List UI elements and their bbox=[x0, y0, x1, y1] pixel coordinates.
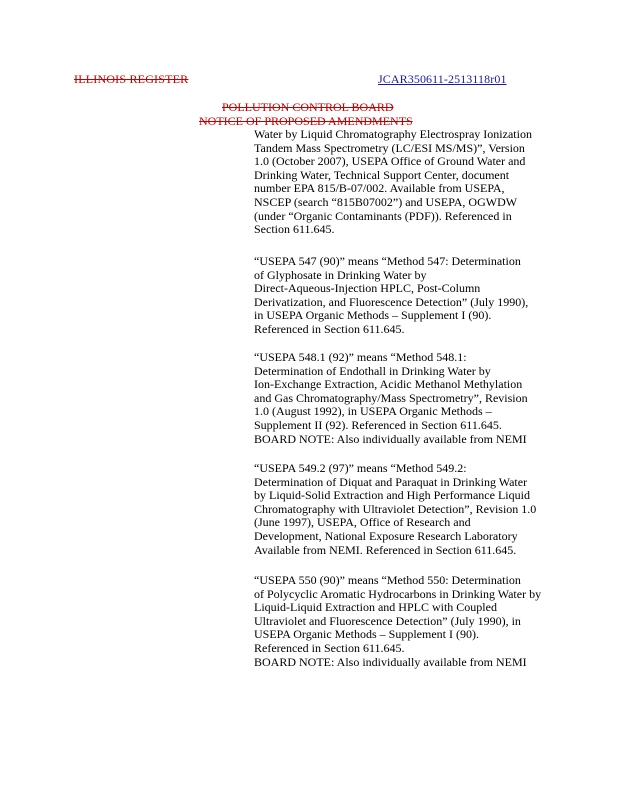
text-line: NSCEP (search “815B07002”) and USEPA, OGWDW bbox=[254, 194, 518, 209]
text-line: USEPA Organic Methods – Supplement I (90). bbox=[254, 627, 479, 642]
board-note: BOARD NOTE: Also individually available from NEMI bbox=[254, 654, 527, 669]
text-line: “USEPA 547 (90)” means “Method 547: Determination bbox=[254, 254, 521, 268]
text-line: Chromatography with Ultraviolet Detection”, Revision 1.0 bbox=[254, 501, 537, 516]
text-line: Direct-Aqueous-Injection HPLC, Post-Column bbox=[254, 281, 481, 296]
text-line: Ultraviolet and Fluorescence Detection” (July 1990), in bbox=[254, 613, 521, 628]
text-line: Determination of Endothall in Drinking Water by bbox=[254, 363, 491, 378]
text-line: number EPA 815/B-07/002. Available from USEPA, bbox=[254, 181, 505, 196]
notice-title: NOTICE OF PROPOSED AMENDMENTS bbox=[199, 114, 413, 128]
text-line: by Liquid-Solid Extraction and High Performance Liquid bbox=[254, 488, 530, 503]
text-line: (June 1997), USEPA, Office of Research and bbox=[254, 515, 471, 530]
text-line: Available from NEMI. Referenced in Section 611.645. bbox=[254, 542, 517, 557]
text-line: Development, National Exposure Research Laboratory bbox=[254, 528, 518, 543]
text-line: of Glyphosate in Drinking Water by bbox=[254, 267, 427, 282]
text-line: Referenced in Section 611.645. bbox=[254, 640, 405, 655]
text-line: Section 611.645. bbox=[254, 222, 335, 237]
text-line: Drinking Water, Technical Support Center, document bbox=[254, 167, 510, 182]
board-note: BOARD NOTE: Also individually available from NEMI bbox=[254, 431, 527, 446]
text-line: Ion-Exchange Extraction, Acidic Methanol Methylation bbox=[254, 377, 523, 392]
text-line: Supplement II (92). Referenced in Section 611.645. bbox=[254, 417, 502, 432]
paragraph-method-continuation bbox=[254, 128, 584, 237]
text-line: Tandem Mass Spectrometry (LC/ESI MS/MS)”, Version bbox=[254, 140, 525, 155]
register-header: ILLINOIS REGISTER bbox=[74, 72, 189, 86]
text-line: Derivatization, and Fluorescence Detection” (July 1990), bbox=[254, 294, 529, 309]
paragraph-usepa-550 bbox=[254, 574, 584, 669]
paragraph-usepa-548-1 bbox=[254, 351, 584, 446]
paragraph-usepa-549-2 bbox=[254, 462, 584, 557]
text-line: in USEPA Organic Methods – Supplement I (90). bbox=[254, 308, 492, 323]
text-line: of Polycyclic Aromatic Hydrocarbons in Drinking Water by bbox=[254, 586, 542, 601]
document-code-link[interactable]: JCAR350611-2513118r01 bbox=[378, 72, 507, 86]
text-line: “USEPA 549.2 (97)” means “Method 549.2: bbox=[254, 461, 467, 475]
text-line: 1.0 (October 2007), USEPA Office of Ground Water and bbox=[254, 154, 526, 169]
text-line: Liquid-Liquid Extraction and HPLC with Coupled bbox=[254, 600, 497, 615]
text-line: 1.0 (August 1992), in USEPA Organic Methods – bbox=[254, 404, 492, 419]
text-line: (under “Organic Contaminants (PDF)). Referenced in bbox=[254, 208, 512, 223]
text-line: “USEPA 550 (90)” means “Method 550: Determination bbox=[254, 573, 521, 587]
text-line: Water by Liquid Chromatography Electrospray Ionization bbox=[254, 127, 532, 141]
text-line: “USEPA 548.1 (92)” means “Method 548.1: bbox=[254, 350, 467, 364]
board-title: POLLUTION CONTROL BOARD bbox=[222, 100, 394, 114]
paragraph-usepa-547 bbox=[254, 255, 584, 337]
text-line: Determination of Diquat and Paraquat in Drinking Water bbox=[254, 474, 528, 489]
text-line: and Gas Chromatography/Mass Spectrometry”, Revision bbox=[254, 390, 528, 405]
text-line: Referenced in Section 611.645. bbox=[254, 321, 405, 336]
